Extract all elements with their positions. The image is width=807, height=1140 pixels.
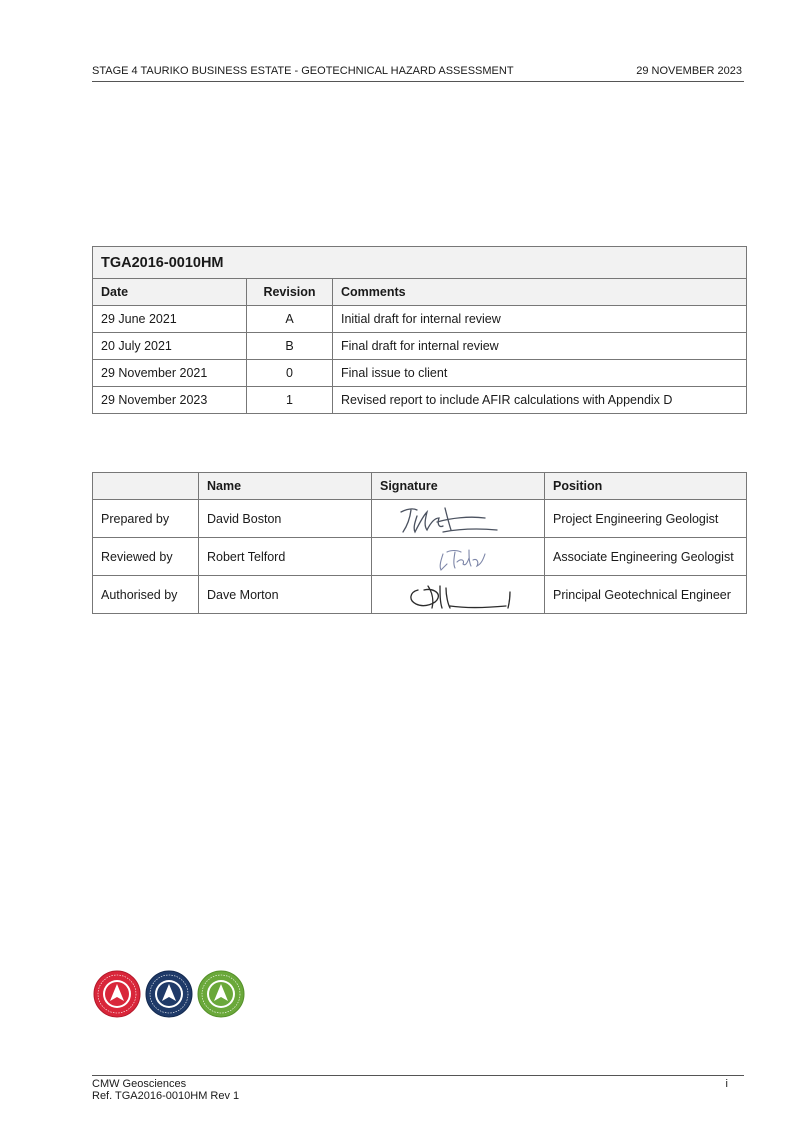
header-date: 29 NOVEMBER 2023	[636, 65, 742, 77]
table-row	[93, 576, 747, 614]
page-number: i	[725, 1078, 728, 1090]
footer-company: CMW Geosciences	[92, 1078, 187, 1090]
signoff-position: Associate Engineering Geologist	[545, 538, 747, 576]
signoff-table	[92, 472, 747, 614]
page-footer	[92, 1075, 744, 1102]
revision-date: 29 June 2021	[93, 306, 247, 333]
column-header-revision: Revision	[247, 279, 333, 306]
revision-comments: Final issue to client	[333, 360, 747, 387]
signature-image-morton	[388, 578, 528, 612]
iso-14001-certification-logo	[197, 970, 245, 1018]
signature-image-telford	[393, 540, 523, 574]
signoff-name: David Boston	[199, 500, 372, 538]
signoff-role: Authorised by	[93, 576, 199, 614]
signoff-role: Reviewed by	[93, 538, 199, 576]
revision-date: 29 November 2021	[93, 360, 247, 387]
column-header-name: Name	[199, 473, 372, 500]
revision-date: 20 July 2021	[93, 333, 247, 360]
signoff-name: Robert Telford	[199, 538, 372, 576]
header-title: STAGE 4 TAURIKO BUSINESS ESTATE - GEOTECHNICAL HAZARD ASSESSMENT	[92, 65, 514, 77]
table-row	[93, 306, 747, 333]
revision-number: 0	[247, 360, 333, 387]
revision-date: 29 November 2023	[93, 387, 247, 414]
certification-logos	[93, 970, 245, 1020]
signoff-position: Principal Geotechnical Engineer	[545, 576, 747, 614]
signoff-position: Project Engineering Geologist	[545, 500, 747, 538]
document-reference: TGA2016-0010HM	[93, 247, 747, 279]
column-header-position: Position	[545, 473, 747, 500]
revision-comments: Revised report to include AFIR calculations with Appendix D	[333, 387, 747, 414]
page-header	[92, 65, 744, 82]
iso-45001-certification-logo	[145, 970, 193, 1018]
footer-reference: Ref. TGA2016-0010HM Rev 1	[92, 1090, 240, 1102]
signoff-name: Dave Morton	[199, 576, 372, 614]
table-row	[93, 360, 747, 387]
signature-image-boston	[393, 502, 523, 536]
revision-table	[92, 246, 747, 414]
revision-number: 1	[247, 387, 333, 414]
column-header-signature: Signature	[372, 473, 545, 500]
revision-comments: Initial draft for internal review	[333, 306, 747, 333]
revision-number: B	[247, 333, 333, 360]
table-row	[93, 333, 747, 360]
signature-cell	[372, 500, 545, 538]
table-row	[93, 387, 747, 414]
column-header-role	[93, 473, 199, 500]
column-header-comments: Comments	[333, 279, 747, 306]
revision-number: A	[247, 306, 333, 333]
column-header-date: Date	[93, 279, 247, 306]
iso-9001-certification-logo	[93, 970, 141, 1018]
signature-cell	[372, 576, 545, 614]
revision-comments: Final draft for internal review	[333, 333, 747, 360]
table-row	[93, 538, 747, 576]
table-row	[93, 500, 747, 538]
signoff-role: Prepared by	[93, 500, 199, 538]
signature-cell	[372, 538, 545, 576]
